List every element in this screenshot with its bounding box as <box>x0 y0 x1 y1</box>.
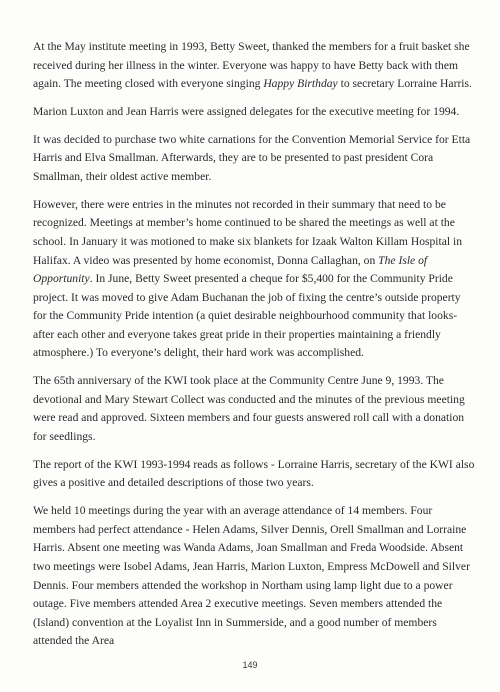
paragraph <box>33 38 475 94</box>
paragraph <box>33 372 475 446</box>
page-number: 149 <box>242 660 258 670</box>
italic-title: Happy Birthday <box>263 77 338 91</box>
paragraph-text: Marion Luxton and Jean Harris were assigned delegates for the executive meeting for 1994. <box>33 104 460 118</box>
paragraph-text: The report of the KWI 1993-1994 reads as follows - Lorraine Harris, secretary of the KWI also gives a positive and detailed descriptions of those two years. <box>33 457 475 490</box>
paragraph <box>33 103 475 122</box>
paragraph-text: to secretary Lorraine Harris. <box>337 77 472 91</box>
paragraph-text: At the May institute meeting in 1993, Betty Sweet, thanked the members for a fruit basket she received during her illness in the winter. Everyone was happy to have Betty back with them again. The meeting closed with everyone singing <box>33 40 470 91</box>
paragraph <box>33 131 475 187</box>
paragraph-text: It was decided to purchase two white carnations for the Convention Memorial Service for Etta Harris and Elva Smallman. Afterwards, they are to be presented to past president Cora Smallman, their oldest active member. <box>33 132 471 183</box>
paragraph-text: However, there were entries in the minutes not recorded in their summary that need to be recognized. Meetings at member’s home continued to be shared the meetings as well at the school. In January it was motioned to make six blankets for Izaak Walton Killam Hospital in Halifax. A video was presented by home economist, Donna Callaghan, on <box>33 197 463 267</box>
paragraph-text: We held 10 meetings during the year with an average attendance of 14 members. Four members had perfect attendance - Helen Adams, Silver Dennis, Orell Smallman and Lorraine Harris. Absent one meeting was Wanda Adams, Joan Smallman and Freda Woodside. Absent two meetings were Isobel Adams, Jean Harris, Marion Luxton, Empress McDowell and Silver Dennis. Four members attended the workshop in Northam using lamp light due to a power outage. Five members attended Area 2 executive meetings. Seven members attended the (Island) convention at the Loyalist Inn in Summerside, and a good number of members attended the Area <box>33 504 470 648</box>
italic-title: The Isle of Opportunity <box>33 253 428 286</box>
paragraph <box>33 502 475 651</box>
paragraph <box>33 456 475 493</box>
document-body <box>33 38 475 660</box>
paragraph <box>33 196 475 363</box>
paragraph-text: . In June, Betty Sweet presented a cheque for $5,400 for the Community Pride project. It was moved to give Adam Buchanan the job of fixing the centre’s outside property for the Community Pride intention (a quiet desirable neighbourhood community that looks-after each other and everyone takes great pride in their properties maintaining a friendly atmosphere.) To everyone’s delight, their hard work was accomplished. <box>33 272 461 360</box>
paragraph-text: The 65th anniversary of the KWI took place at the Community Centre June 9, 1993. The devotional and Mary Stewart Collect was conducted and the minutes of the previous meeting were read and approved. Sixteen members and four guests answered roll call with a donation for seedlings. <box>33 374 465 444</box>
